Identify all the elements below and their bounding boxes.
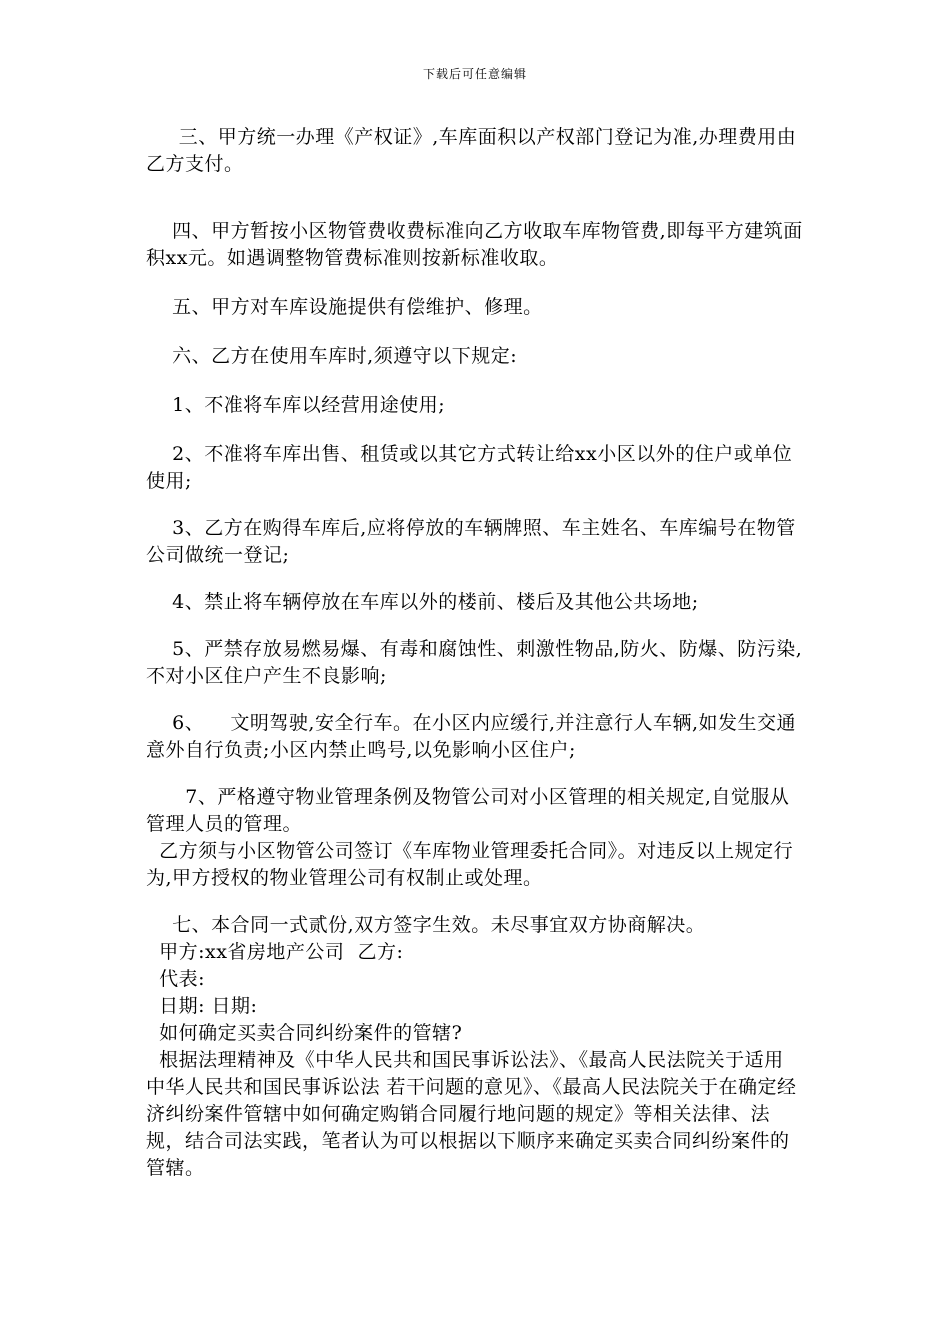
clause-3: 三、甲方统一办理《产权证》,车库面积以产权部门登记为准,办理费用由乙方支付。 xyxy=(146,126,797,175)
management-contract-note: 乙方须与小区物管公司签订《车库物业管理委托合同》。对违反以上规定行为,甲方授权的物业管理公司有权制止或处理。 xyxy=(146,840,794,889)
signature-dates: 日期: 日期: xyxy=(146,995,258,1017)
clause-7: 七、本合同一式贰份,双方签字生效。未尽事宜双方协商解决。 xyxy=(146,914,706,936)
rule-6: 6、 文明驾驶,安全行车。在小区内应缓行,并注意行人车辆,如发生交通意外自行负责;小区内禁止鸣号,以免影响小区住户; xyxy=(146,712,797,761)
clause-5: 五、甲方对车库设施提供有偿维护、修理。 xyxy=(146,296,543,318)
clause-6: 六、乙方在使用车库时,须遵守以下规定: xyxy=(146,345,518,367)
signature-parties: 甲方:xx省房地产公司 乙方: xyxy=(146,941,404,963)
signature-representative: 代表: xyxy=(146,968,205,990)
page-header: 下载后可任意编辑 xyxy=(422,67,527,81)
rule-5: 5、严禁存放易燃易爆、有毒和腐蚀性、刺激性物品,防火、防爆、防污染,不对小区住户产生不良影响; xyxy=(146,638,803,687)
rule-4: 4、禁止将车辆停放在车库以外的楼前、楼后及其他公共场地; xyxy=(146,591,699,613)
jurisdiction-answer: 根据法理精神及《中华人民共和国民事诉讼法》、《最高人民法院关于适用 中华人民共和国民事诉讼法 若干问题的意见》、《最高人民法院关于在确定经济纠纷案件管辖中如何确定购销合同履行地问题的规定》等相关法律、法规，结合司法实践，笔者认为可以根据以下顺序来确定买卖合同纠纷案件的管辖。 xyxy=(146,1049,797,1179)
clause-4: 四、甲方暂按小区物管费收费标准向乙方收取车库物管费,即每平方建筑面积xx元。如遇调整物管费标准则按新标准收取。 xyxy=(146,220,803,269)
jurisdiction-question: 如何确定买卖合同纠纷案件的管辖? xyxy=(146,1022,463,1044)
rule-1: 1、不准将车库以经营用途使用; xyxy=(146,394,446,416)
rule-2: 2、不准将车库出售、租赁或以其它方式转让给xx小区以外的住户或单位使用; xyxy=(146,443,793,492)
rule-7: 7、严格遵守物业管理条例及物管公司对小区管理的相关规定,自觉服从管理人员的管理。 xyxy=(146,786,790,835)
rule-3: 3、乙方在购得车库后,应将停放的车辆牌照、车主姓名、车库编号在物管公司做统一登记; xyxy=(146,517,796,566)
document-body xyxy=(146,124,806,1182)
